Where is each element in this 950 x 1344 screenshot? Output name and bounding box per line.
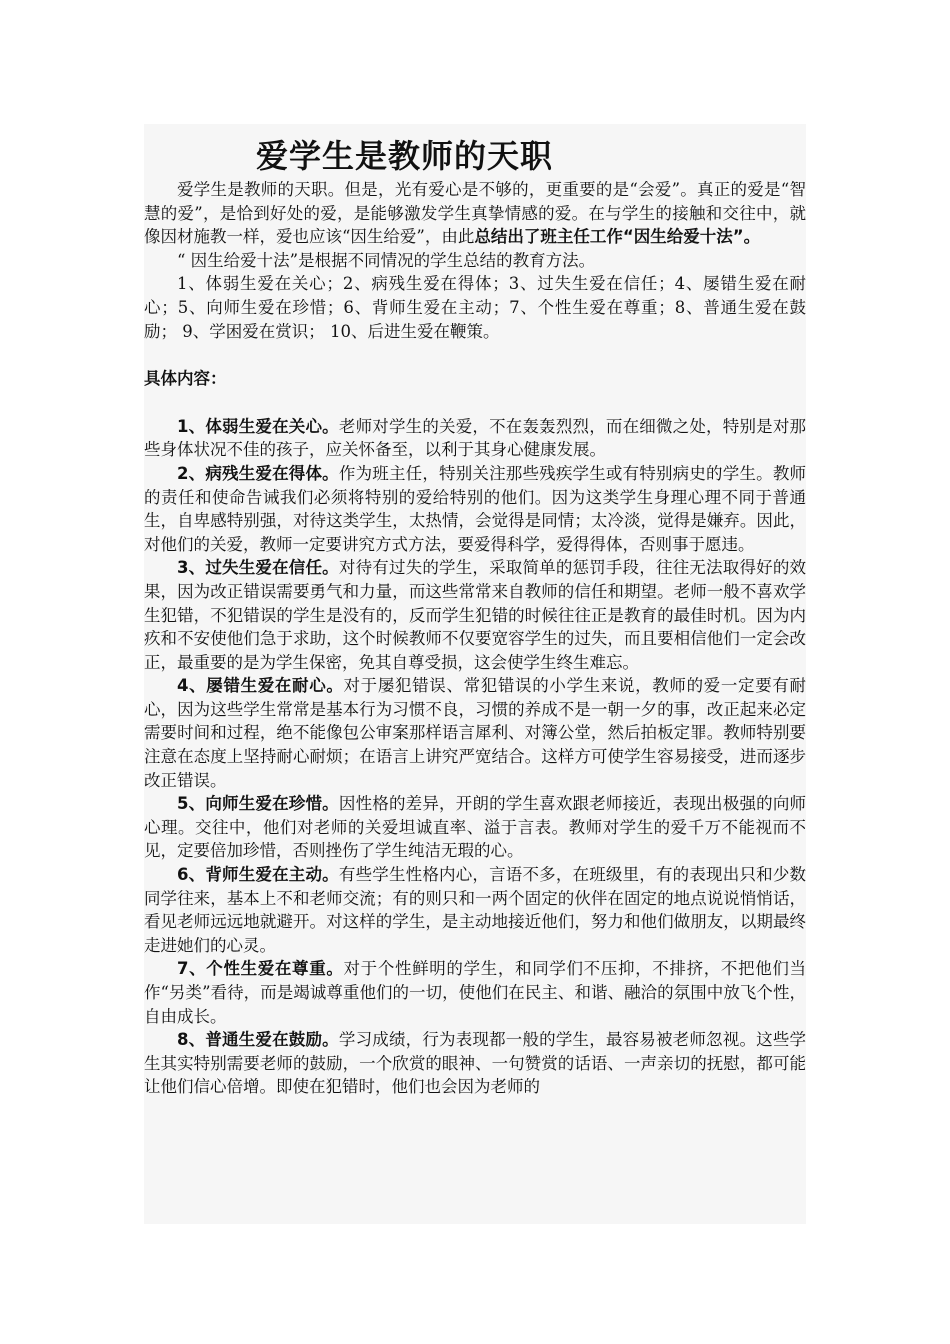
item-heading: 2、病残生爱在得体。 bbox=[177, 463, 339, 483]
intro-bold-text: 总结出了班主任工作“因生给爱十法”。 bbox=[474, 227, 761, 247]
item-text: 对待有过失的学生，采取简单的惩罚手段，往往无法取得好的效果，因为改正错误需要勇气和力量，而这些常常来自教师的信任和期望。老师一般不喜欢学生犯错，不犯错误的学生是没有的，反而学生犯错的时候往往正是教育的最佳时机。因为内疚和不安使他们急于求助，这个时候教师不仅要宽容学生的过失，而且要相信他们一定会改正，最重要的是为学生保密，免其自尊受损，这会使学生终生难忘。 bbox=[144, 558, 807, 672]
item-heading: 7、个性生爱在尊重。 bbox=[177, 959, 344, 979]
item-text: 对于屡犯错误、常犯错误的小学生来说，教师的爱一定要有耐心，因为这些学生常常是基本行为习惯不良，习惯的养成不是一朝一夕的事，改正起来必定需要时间和过程，绝不能像包公审案那样语言犀利、对簿公堂，然后拍板定罪。教师特别要注意在态度上坚持耐心耐烦；在语言上讲究严宽结合。这样方可使学生容易接受，进而逐步改正错误。 bbox=[144, 676, 806, 790]
item-paragraph bbox=[144, 556, 806, 674]
item-heading: 5、向师生爱在珍惜。 bbox=[177, 794, 339, 814]
item-text: 有些学生性格内心，言语不多，在班级里，有的表现出只和少数同学往来，基本上不和老师交流；有的则只和一两个固定的伙伴在固定的地点说说悄悄话，看见老师远远地就避开。对这样的学生，是主动地接近他们，努力和他们做朋友，以期最终走进她们的心灵。 bbox=[144, 865, 807, 955]
document-body bbox=[144, 124, 806, 1099]
item-text: 对于个性鲜明的学生，和同学们不压抑，不排挤，不把他们当作“另类”看待，而是竭诚尊重他们的一切，使他们在民主、和谐、融洽的氛围中放飞个性，自由成长。 bbox=[144, 959, 806, 1026]
intro-paragraph-3: 1、体弱生爱在关心；2、病残生爱在得体；3、过失生爱在信任；4、屡错生爱在耐心；5、向师生爱在珍惜；6、背师生爱在主动；7、个性生爱在尊重；8、普通生爱在鼓励； 9、学困爱在赏识； 10、后进生爱在鞭策。 bbox=[144, 274, 806, 341]
item-paragraph bbox=[144, 1028, 806, 1099]
page-title: 爱学生是教师的天职 bbox=[256, 137, 554, 175]
item-text: 作为班主任，特别关注那些残疾学生或有特别病史的学生。教师的责任和使命告诫我们必须将特别的爱给特别的他们。因为这类学生身理心理不同于普通生，自卑感特别强，对待这类学生，太热情，会觉得是同情；太冷淡，觉得是嫌弃。因此，对他们的关爱，教师一定要讲究方式方法，要爱得科学，爱得得体，否则事于愿违。 bbox=[144, 463, 807, 554]
item-paragraph bbox=[144, 792, 806, 863]
item-paragraph bbox=[144, 674, 806, 792]
item-text: 老师对学生的关爱，不在轰轰烈烈，而在细微之处，特别是对那些身体状况不佳的孩子，应关怀备至，以利于其身心健康发展。 bbox=[144, 416, 807, 460]
item-heading: 4、屡错生爱在耐心。 bbox=[177, 676, 344, 696]
item-paragraph bbox=[144, 863, 806, 957]
item-heading: 1、体弱生爱在关心。 bbox=[177, 416, 339, 436]
item-text: 因性格的差异，开朗的学生喜欢跟老师接近，表现出极强的向师心理。交往中，他们对老师的关爱坦诚直率、溢于言表。教师对学生的爱千万不能视而不见，定要倍加珍惜，否则挫伤了学生纯洁无瑕的心。 bbox=[144, 794, 807, 861]
intro-paragraph-1 bbox=[144, 178, 806, 249]
item-paragraph bbox=[144, 415, 806, 462]
item-paragraph bbox=[144, 462, 806, 556]
item-text: 学习成绩，行为表现都一般的学生，最容易被老师忽视。这些学生其实特别需要老师的鼓励，一个欣赏的眼神、一句赞赏的话语、一声亲切的抚慰，都可能让他们信心倍增。即使在犯错时，他们也会因为老师的 bbox=[144, 1030, 807, 1097]
intro-paragraph-2: “ 因生给爱十法”是根据不同情况的学生总结的教育方法。 bbox=[177, 250, 596, 270]
spacer bbox=[144, 391, 806, 415]
intro-text: 爱学生是教师的天职。但是，光有爱心是不够的，更重要的是“会爱”。真正的爱是“智慧的爱”，是恰到好处的爱，是能够激发学生真挚情感的爱。在与学生的接触和交往中，就像因材施教一样，爱也应该“因生给爱”，由此 bbox=[144, 180, 806, 247]
item-heading: 8、普通生爱在鼓励。 bbox=[177, 1030, 339, 1050]
section-heading: 具体内容： bbox=[144, 369, 227, 389]
item-paragraph bbox=[144, 957, 806, 1028]
item-heading: 3、过失生爱在信任。 bbox=[177, 558, 339, 578]
item-heading: 6、背师生爱在主动。 bbox=[177, 865, 339, 885]
spacer bbox=[144, 343, 806, 367]
